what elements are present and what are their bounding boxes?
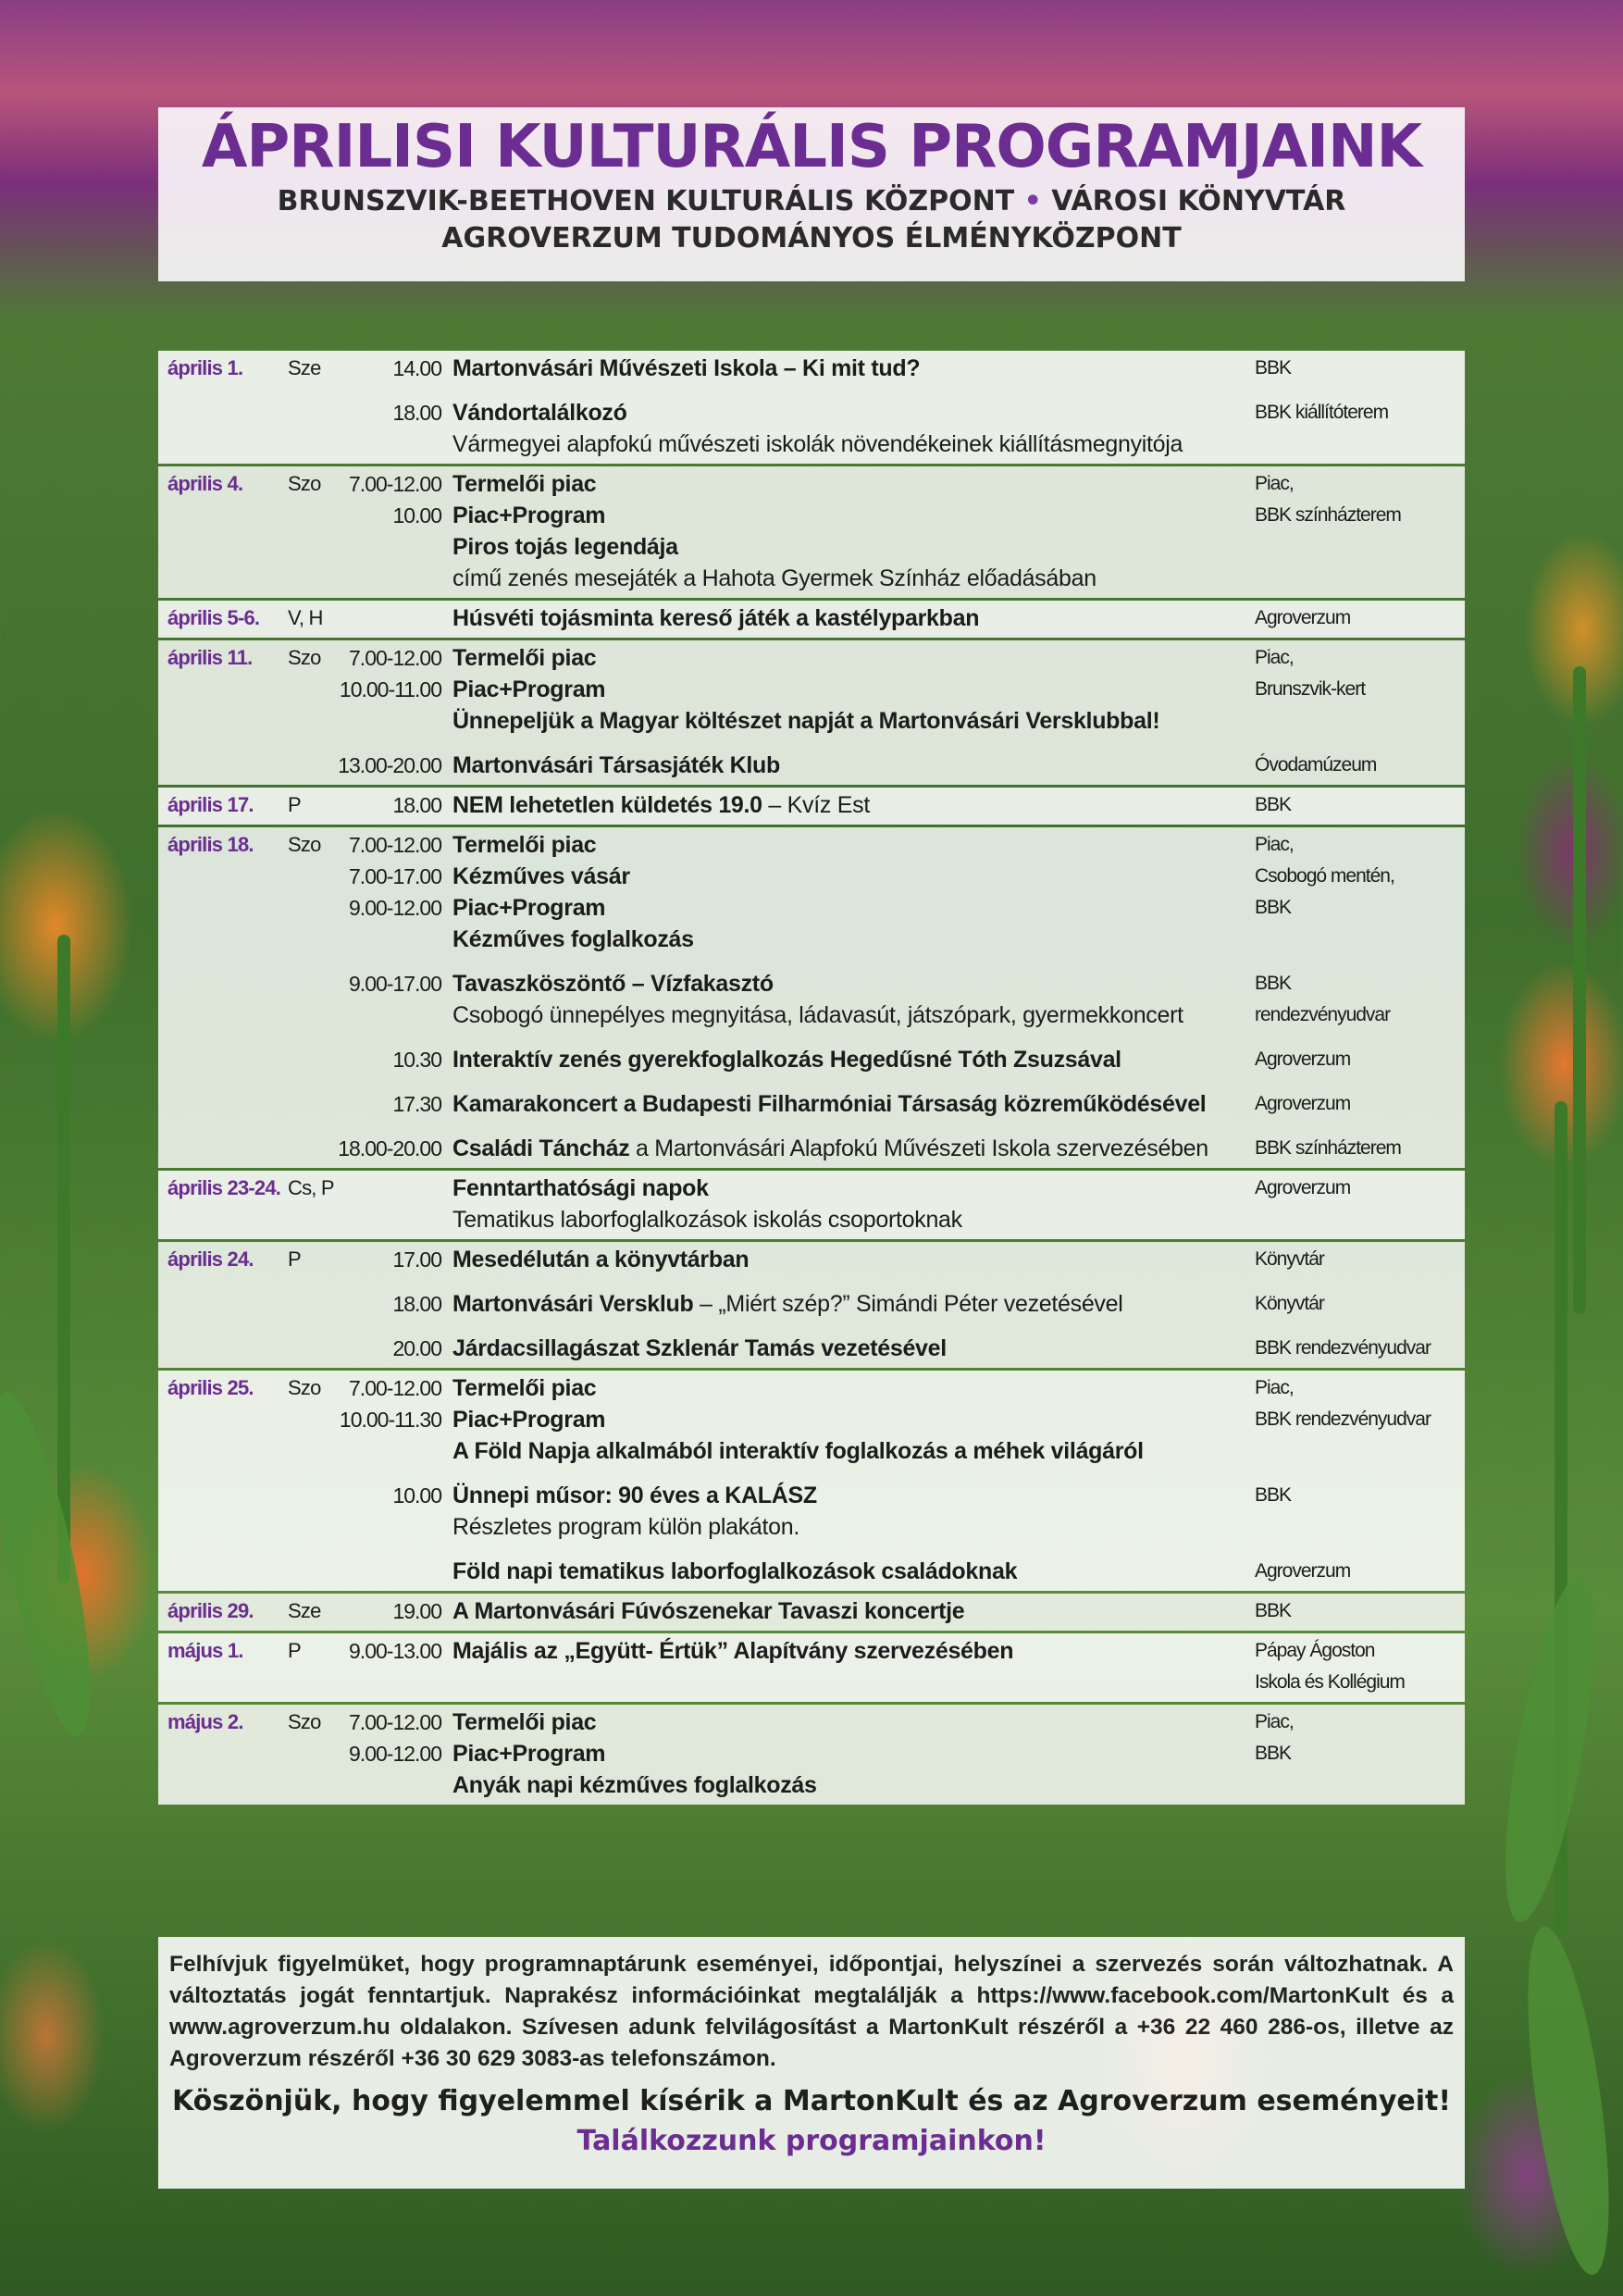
event-date: [158, 1088, 279, 1120]
event-weekday: P: [288, 1247, 301, 1271]
program-event-row: [158, 397, 1465, 460]
event-line: [452, 1635, 1255, 1667]
event-date: [158, 1333, 279, 1364]
event-line: [452, 353, 1255, 384]
event-title: Piros tojás legendája: [452, 534, 678, 560]
event-weekday: Szo: [288, 646, 321, 669]
location-line: Óvodamúzeum: [1255, 754, 1377, 776]
event-title: Húsvéti tojásminta kereső játék a kastélyparkban: [452, 605, 980, 631]
event-location: [1255, 1372, 1465, 1467]
location-line: Könyvtár: [1255, 1248, 1324, 1270]
program-event-row: [158, 1044, 1465, 1075]
event-description: [452, 1595, 1255, 1627]
event-detail: – Kvíz Est: [762, 792, 870, 818]
event-date: [158, 1044, 279, 1075]
event-line: [452, 1595, 1255, 1627]
event-date: [158, 1133, 279, 1164]
location-line: Agroverzum: [1255, 607, 1351, 628]
event-title: Családi Táncház: [452, 1136, 630, 1161]
event-date: április 4.: [167, 472, 243, 495]
event-date: május 2.: [167, 1710, 243, 1733]
event-line: [452, 1556, 1255, 1587]
event-location: [1255, 1173, 1465, 1235]
event-time: [334, 602, 452, 634]
event-time: 7.00-12.00 10.00-11.30: [339, 1376, 441, 1432]
event-line: [452, 1088, 1255, 1120]
event-detail: Tematikus laborfoglalkozások iskolás csoportoknak: [452, 1207, 962, 1233]
subtitle-separator: •: [1023, 185, 1042, 217]
event-location: [1255, 1595, 1465, 1627]
subtitle-venue-bbk: BRUNSZVIK-BEETHOVEN KULTURÁLIS KÖZPONT: [277, 185, 1015, 217]
program-day-block: [158, 1594, 1465, 1631]
event-line: [452, 563, 1255, 594]
event-time: 18.00: [392, 1292, 441, 1316]
event-description: [452, 1244, 1255, 1275]
program-day-block: [158, 788, 1465, 825]
event-title: Tavaszköszöntő – Vízfakasztó: [452, 971, 774, 997]
background-leaf: [0, 1385, 110, 1743]
event-title: A Föld Napja alkalmából interaktív foglalkozás a méhek világáról: [452, 1438, 1144, 1464]
location-line: BBK: [1255, 794, 1292, 815]
event-location: [1255, 1635, 1465, 1698]
event-weekday: V, H: [288, 606, 323, 629]
event-time: 7.00-12.00 10.00-11.00: [339, 646, 441, 701]
event-weekday: [279, 1480, 334, 1543]
program-event-row: [158, 750, 1465, 781]
event-time: 7.00-12.00 7.00-17.00 9.00-12.00: [349, 833, 441, 920]
program-event-row: [158, 1556, 1465, 1587]
event-line: [452, 1769, 1255, 1801]
event-line: [452, 1288, 1255, 1320]
program-day-block: [158, 827, 1465, 1168]
event-location: [1255, 642, 1465, 737]
event-time: 18.00: [392, 401, 441, 425]
event-description: [452, 968, 1255, 1031]
program-event-row: [158, 1480, 1465, 1543]
event-description: [452, 789, 1255, 821]
location-line: Iskola és Kollégium: [1255, 1671, 1405, 1693]
event-title: Ünnepeljük a Magyar költészet napját a Martonvásári Versklubbal!: [452, 708, 1160, 734]
event-line: [452, 468, 1255, 500]
location-line: rendezvényudvar: [1255, 1004, 1391, 1025]
event-weekday: [279, 1556, 334, 1587]
program-event-row: [158, 968, 1465, 1031]
event-line: [452, 674, 1255, 705]
event-description: [452, 602, 1255, 634]
event-description: [452, 1288, 1255, 1320]
event-location: [1255, 1480, 1465, 1543]
event-date: [158, 1288, 279, 1320]
event-title: Martonvásári Művészeti Iskola – Ki mit tud?: [452, 355, 921, 381]
event-description: [452, 1133, 1255, 1164]
event-line: [452, 1435, 1255, 1467]
program-day-block: [158, 640, 1465, 785]
event-line: [452, 1480, 1255, 1511]
event-title: Termelői piac: [452, 1709, 597, 1735]
program-event-row: [158, 602, 1465, 634]
event-line: [452, 397, 1255, 428]
event-description: [452, 1372, 1255, 1467]
subtitle-venue-library: VÁROSI KÖNYVTÁR: [1051, 185, 1346, 217]
location-line: Piac,: [1255, 834, 1294, 855]
event-location: [1255, 397, 1465, 460]
program-event-row: [158, 1706, 1465, 1801]
event-location: [1255, 1333, 1465, 1364]
location-line: Csobogó mentén,: [1255, 865, 1394, 887]
event-detail: a Martonvásári Alapfokú Művészeti Iskola szervezésében: [629, 1136, 1208, 1161]
event-weekday: Szo: [288, 472, 321, 495]
event-date: április 17.: [167, 793, 254, 816]
event-title: Termelői piac: [452, 645, 597, 671]
background-leaf: [1488, 1570, 1613, 1928]
event-line: [452, 1244, 1255, 1275]
program-day-block: [158, 1705, 1465, 1805]
event-date: április 11.: [167, 646, 253, 669]
event-line: [452, 1133, 1255, 1164]
location-line: BBK rendezvényudvar: [1255, 1409, 1431, 1430]
event-detail: – „Miért szép?” Simándi Péter vezetésével: [693, 1291, 1123, 1317]
location-line: Agroverzum: [1255, 1177, 1351, 1198]
event-description: [452, 1480, 1255, 1543]
event-location: [1255, 1556, 1465, 1587]
event-date: április 18.: [167, 833, 254, 856]
location-line: BBK rendezvényudvar: [1255, 1337, 1431, 1359]
event-line: [452, 500, 1255, 531]
event-location: [1255, 789, 1465, 821]
program-event-row: [158, 1133, 1465, 1164]
event-date: április 29.: [167, 1599, 254, 1622]
event-title: Martonvásári Társasjáték Klub: [452, 752, 780, 778]
event-time: 10.00: [392, 1483, 441, 1508]
event-title: Föld napi tematikus laborfoglalkozások családoknak: [452, 1558, 1018, 1584]
event-description: [452, 1706, 1255, 1801]
event-title: A Martonvásári Fúvószenekar Tavaszi koncertje: [452, 1598, 965, 1624]
event-location: [1255, 829, 1465, 955]
location-line: BBK: [1255, 1743, 1292, 1764]
event-description: [452, 1635, 1255, 1698]
background-leaf: [1512, 1922, 1623, 2279]
location-line: BBK színházterem: [1255, 504, 1401, 526]
location-line: Piac,: [1255, 473, 1294, 494]
location-line: BBK: [1255, 1484, 1292, 1506]
event-detail: Vármegyei alapfokú művészeti iskolák növendékeinek kiállításmegnyitója: [452, 431, 1183, 457]
event-line: [452, 829, 1255, 861]
program-event-row: [158, 829, 1465, 955]
event-weekday: [279, 968, 334, 1031]
location-line: BBK színházterem: [1255, 1137, 1401, 1159]
event-location: [1255, 968, 1465, 1031]
event-title: Mesedélután a könyvtárban: [452, 1247, 750, 1272]
event-detail: című zenés mesejáték a Hahota Gyermek Színház előadásában: [452, 565, 1096, 591]
event-location: [1255, 1133, 1465, 1164]
location-line: Piac,: [1255, 1377, 1294, 1398]
event-description: [452, 750, 1255, 781]
event-title: Interaktív zenés gyerekfoglalkozás Hegedűsné Tóth Zsuzsával: [452, 1047, 1121, 1073]
event-date: április 5-6.: [167, 606, 260, 629]
event-weekday: P: [288, 1639, 301, 1662]
program-list: [158, 351, 1465, 1807]
event-title: Anyák napi kézműves foglalkozás: [452, 1772, 817, 1798]
location-line: BBK: [1255, 1600, 1292, 1621]
program-event-row: [158, 642, 1465, 737]
title-panel: [158, 107, 1465, 281]
program-event-row: [158, 353, 1465, 384]
event-line: [452, 705, 1255, 737]
event-line: [452, 428, 1255, 460]
event-weekday: Sze: [288, 1599, 321, 1622]
event-line: [452, 1706, 1255, 1738]
event-weekday: Cs, P: [288, 1176, 334, 1199]
event-description: [452, 1333, 1255, 1364]
event-title: Piac+Program: [452, 1407, 606, 1433]
event-time: [334, 1556, 452, 1587]
event-line: [452, 999, 1255, 1031]
event-line: [452, 1204, 1255, 1235]
event-title: Termelői piac: [452, 1375, 597, 1401]
event-weekday: [279, 1044, 334, 1075]
event-line: [452, 1511, 1255, 1543]
location-line: Agroverzum: [1255, 1560, 1351, 1582]
event-location: [1255, 468, 1465, 594]
event-line: [452, 1333, 1255, 1364]
location-line: Agroverzum: [1255, 1093, 1351, 1114]
location-line: Agroverzum: [1255, 1049, 1351, 1070]
event-title: Fenntarthatósági napok: [452, 1175, 709, 1201]
event-description: [452, 1173, 1255, 1235]
event-line: [452, 968, 1255, 999]
event-weekday: [279, 1133, 334, 1164]
program-event-row: [158, 1333, 1465, 1364]
event-date: április 23-24.: [167, 1176, 281, 1199]
event-date: [158, 750, 279, 781]
program-day-block: [158, 1242, 1465, 1368]
event-title: Vándortalálkozó: [452, 400, 627, 426]
event-line: [452, 892, 1255, 924]
event-time: 10.30: [392, 1048, 441, 1072]
event-description: [452, 1556, 1255, 1587]
event-time: 17.30: [392, 1092, 441, 1116]
location-line: BBK: [1255, 357, 1292, 379]
location-line: BBK: [1255, 973, 1292, 994]
event-line: [452, 861, 1255, 892]
event-location: [1255, 353, 1465, 384]
event-location: [1255, 1244, 1465, 1275]
event-date: [158, 1480, 279, 1543]
program-day-block: [158, 1633, 1465, 1702]
event-description: [452, 468, 1255, 594]
event-title: Piac+Program: [452, 895, 606, 921]
event-detail: Részletes program külön plakáton.: [452, 1514, 800, 1540]
event-weekday: [279, 1333, 334, 1364]
program-event-row: [158, 468, 1465, 594]
event-weekday: Szo: [288, 833, 321, 856]
event-time: 7.00-12.00 9.00-12.00: [349, 1710, 441, 1766]
event-description: [452, 1088, 1255, 1120]
program-day-block: [158, 1171, 1465, 1239]
program-event-row: [158, 1244, 1465, 1275]
event-description: [452, 829, 1255, 955]
event-line: [452, 602, 1255, 634]
program-event-row: [158, 1635, 1465, 1698]
event-title: Kézműves vásár: [452, 863, 630, 889]
event-line: [452, 642, 1255, 674]
event-weekday: Szo: [288, 1376, 321, 1399]
event-line: [452, 1044, 1255, 1075]
location-line: Piac,: [1255, 647, 1294, 668]
event-weekday: [279, 1088, 334, 1120]
event-line: [452, 1404, 1255, 1435]
program-event-row: [158, 1173, 1465, 1235]
event-title: Ünnepi műsor: 90 éves a KALÁSZ: [452, 1483, 817, 1508]
program-day-block: [158, 351, 1465, 464]
event-title: Piac+Program: [452, 1741, 606, 1767]
event-date: [158, 397, 279, 460]
event-location: [1255, 602, 1465, 634]
event-time: 18.00-20.00: [338, 1136, 441, 1160]
event-location: [1255, 750, 1465, 781]
event-title: Martonvásári Versklub: [452, 1291, 694, 1317]
event-title: Majális az „Együtt- Értük” Alapítvány szervezésében: [452, 1638, 1014, 1664]
event-title: Kamarakoncert a Budapesti Filharmóniai Társaság közreműködésével: [452, 1091, 1207, 1117]
event-title: Járdacsillagászat Szklenár Tamás vezetésével: [452, 1335, 947, 1361]
program-day-block: [158, 1371, 1465, 1591]
event-weekday: [279, 750, 334, 781]
event-title: Piac+Program: [452, 676, 606, 702]
event-date: [158, 968, 279, 1031]
event-description: [452, 1044, 1255, 1075]
footer-meet: Találkozzunk programjainkon!: [576, 2125, 1047, 2157]
location-line: Piac,: [1255, 1711, 1294, 1732]
program-event-row: [158, 1595, 1465, 1627]
event-time: 19.00: [392, 1599, 441, 1623]
event-weekday: Sze: [288, 356, 321, 379]
subtitle-line-1: [158, 183, 1465, 220]
event-line: [452, 1738, 1255, 1769]
program-day-block: [158, 601, 1465, 638]
event-title: Termelői piac: [452, 471, 597, 497]
event-line: [452, 531, 1255, 563]
event-line: [452, 1173, 1255, 1204]
event-line: [452, 750, 1255, 781]
event-location: [1255, 1088, 1465, 1120]
event-weekday: Szo: [288, 1710, 321, 1733]
program-event-row: [158, 1288, 1465, 1320]
program-event-row: [158, 1088, 1465, 1120]
footer-notice: Felhívjuk figyelmüket, hogy programnaptárunk eseményei, időpontjai, helyszínei a szervezés során változhatnak. A változtatás jogát fenntartjuk. Naprakész információinkat megtalálják a https://www.facebook.com/MartonKult és a www.agroverzum.hu oldalakon. Szívesen adunk felvilágosítást a MartonKult részéről a +36 22 460 286-os, illetve az Agroverzum részéről +36 30 629 3083-as telefonszámon.: [169, 1952, 1454, 2071]
event-weekday: [279, 1288, 334, 1320]
program-day-block: [158, 466, 1465, 598]
subtitle-line-2: AGROVERZUM TUDOMÁNYOS ÉLMÉNYKÖZPONT: [441, 222, 1182, 254]
event-location: [1255, 1706, 1465, 1801]
location-line: BBK: [1255, 897, 1292, 918]
event-description: [452, 397, 1255, 460]
background-stem: [1573, 666, 1586, 1314]
footer-panel: [158, 1937, 1465, 2189]
event-date: április 25.: [167, 1376, 254, 1399]
event-location: [1255, 1044, 1465, 1075]
event-time: 20.00: [392, 1336, 441, 1360]
event-detail: Csobogó ünnepélyes megnyitása, ládavasút, játszópark, gyermekkoncert: [452, 1002, 1183, 1028]
event-title: Kézműves foglalkozás: [452, 926, 694, 952]
location-line: Brunszvik-kert: [1255, 678, 1366, 700]
location-line: BBK kiállítóterem: [1255, 402, 1389, 423]
event-line: [452, 1372, 1255, 1404]
program-event-row: [158, 789, 1465, 821]
background-stem: [57, 935, 70, 1582]
event-date: április 1.: [167, 356, 243, 379]
event-date: április 24.: [167, 1247, 254, 1271]
event-time: 7.00-12.00 10.00: [349, 472, 441, 527]
event-line: [452, 789, 1255, 821]
program-event-row: [158, 1372, 1465, 1467]
event-weekday: [279, 397, 334, 460]
location-line: Pápay Ágoston: [1255, 1640, 1375, 1661]
event-line: [452, 924, 1255, 955]
event-title: NEM lehetetlen küldetés 19.0: [452, 792, 762, 818]
event-date: [158, 1556, 279, 1587]
event-time: 14.00: [392, 356, 441, 380]
event-date: május 1.: [167, 1639, 243, 1662]
event-weekday: P: [288, 793, 301, 816]
event-title: Termelői piac: [452, 832, 597, 858]
event-time: [334, 1173, 452, 1235]
event-time: 9.00-13.00: [349, 1639, 441, 1663]
event-description: [452, 642, 1255, 737]
event-description: [452, 353, 1255, 384]
page-title: ÁPRILISI KULTURÁLIS PROGRAMJAINK: [201, 113, 1422, 181]
location-line: Könyvtár: [1255, 1293, 1324, 1314]
event-time: 9.00-17.00: [349, 972, 441, 996]
event-title: Piac+Program: [452, 503, 606, 528]
event-time: 13.00-20.00: [338, 753, 441, 777]
event-time: 17.00: [392, 1247, 441, 1272]
event-location: [1255, 1288, 1465, 1320]
event-time: 18.00: [392, 793, 441, 817]
footer-thanks: Köszönjük, hogy figyelemmel kísérik a MartonKult és az Agroverzum eseményeit!: [171, 2085, 1452, 2117]
